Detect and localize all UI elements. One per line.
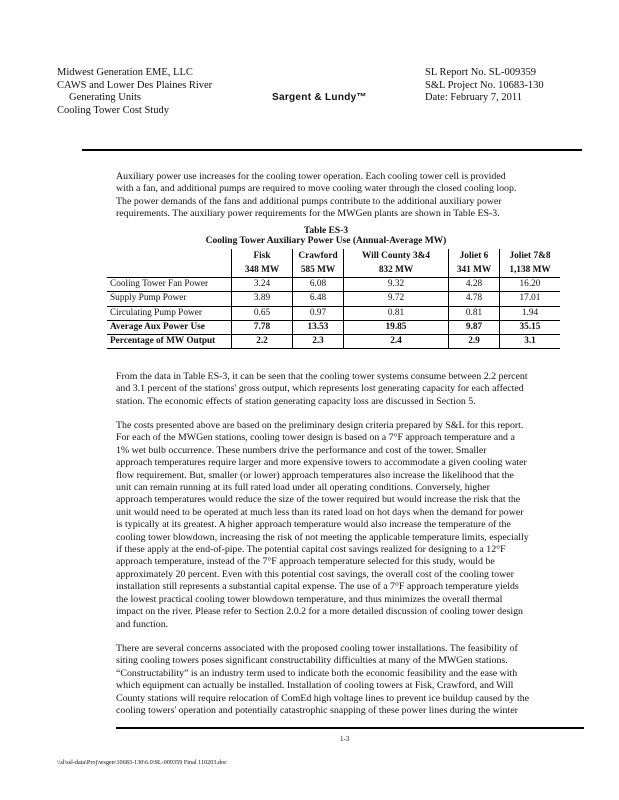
table-cell: 16.20: [500, 278, 561, 292]
text-line: the lowest practical cooling tower blowdown temperature, and thus minimizes the overall thermal: [116, 593, 503, 605]
table-cell: 9.87: [449, 320, 500, 334]
project-number: S&L Project No. 10683-130: [425, 79, 544, 91]
header-company: Midwest Generation EME, LLC: [57, 67, 193, 78]
text-line: approach temperature, instead of the 7°F approach temperature selected for this study, would be: [116, 556, 495, 568]
column-header: Joliet 7&8: [500, 249, 561, 263]
text-line: siting cooling towers poses significant constructability difficulties at many of the MWGen stations.: [116, 655, 508, 667]
column-capacity: 1,138 MW: [500, 263, 561, 278]
text-line: with a fan, and additional pumps are required to move cooling water through the closed cooling loop.: [116, 183, 517, 195]
text-line: flow requirement. But, smaller (or lower) approach temperatures also increase the likelihood that the: [116, 469, 514, 481]
text-line: The power demands of the fans and additional pumps contribute to the additional auxiliary power: [116, 195, 502, 207]
table-cell: 2.2: [232, 335, 293, 349]
text-line: From the data in Table ES-3, it can be seen that the cooling tower systems consume between 2.2 percent: [116, 371, 528, 382]
file-path: \\sl\ssl-data\Proj\wsgen\10683-130\6.0\SL-009359 Final 110203.doc: [57, 759, 227, 766]
text-line: Auxiliary power use increases for the cooling tower operation. Each cooling tower cell is provided: [116, 171, 506, 182]
paragraph-aux-power: [116, 171, 586, 221]
text-line: is typically at its greatest. A higher approach temperature would also increase the temperature of the: [116, 519, 511, 531]
table-cell: 2.4: [344, 335, 449, 349]
text-line: impact on the river. Please refer to Section 2.0.2 for a more detailed discussion of cooling tower design: [116, 606, 523, 618]
table-row: [107, 292, 560, 306]
row-label: Average Aux Power Use: [107, 320, 232, 334]
text-line: cooling towers' operation and potentially catastrophic snapping of these power lines during the winter: [116, 705, 518, 717]
table-cell: 0.65: [232, 306, 293, 320]
aux-power-table: [107, 249, 560, 349]
page-number: 1-3: [340, 735, 350, 743]
company-logo: Sargent & Lundy™: [272, 92, 367, 103]
header-left: [57, 67, 212, 117]
text-line: installation still represents a substantial capital expense. The use of a 7°F approach temperature yields: [116, 581, 519, 593]
table-title: Cooling Tower Auxiliary Power Use (Annual-Average MW): [205, 236, 447, 246]
table-cell: 3.24: [232, 278, 293, 292]
header-right: [425, 67, 544, 105]
table-cell: 0.81: [449, 306, 500, 320]
paragraph-capacity-loss: [116, 371, 586, 408]
footer-rule: [116, 727, 584, 729]
row-label: Percentage of MW Output: [107, 335, 232, 349]
text-line: which equipment can actually be installed. Installation of cooling towers at Fisk, Crawford, and Will: [116, 680, 514, 692]
table-cell: 35.15: [500, 320, 561, 334]
table-row: [107, 278, 560, 292]
table-number: Table ES-3: [303, 226, 349, 236]
table-cell: 2.3: [293, 335, 344, 349]
table-cell: 1.94: [500, 306, 561, 320]
table-cell: 4.78: [449, 292, 500, 306]
text-line: requirements. The auxiliary power requirements for the MWGen plants are shown in Table ES-3.: [116, 208, 500, 220]
text-line: if these apply at the end-of-pipe. The potential capital cost savings realized for designing to a 12°F: [116, 544, 506, 556]
report-number: SL Report No. SL-009359: [425, 67, 537, 78]
text-line: The costs presented above are based on the preliminary design criteria prepared by S&L for this report.: [116, 420, 524, 431]
row-label: Cooling Tower Fan Power: [107, 278, 232, 292]
column-header: Crawford: [293, 249, 344, 263]
text-line: For each of the MWGen stations, cooling tower design is based on a 7°F approach temperature and a: [116, 432, 515, 444]
row-label: Supply Pump Power: [107, 292, 232, 306]
table-cell: 0.97: [293, 306, 344, 320]
table-row: [107, 306, 560, 320]
table-cell: 6.48: [293, 292, 344, 306]
text-line: unit can remain running at its full rated load under all operating conditions. Conversely, higher: [116, 482, 490, 494]
table-cell: 4.28: [449, 278, 500, 292]
table-cell: 0.81: [344, 306, 449, 320]
table-cell: 13.53: [293, 320, 344, 334]
text-line: 1% wet bulb occurrence. These numbers drive the performance and cost of the tower. Smaller: [116, 444, 487, 456]
column-capacity: 585 MW: [293, 263, 344, 278]
column-capacity: 348 MW: [232, 263, 293, 278]
table-cell: 17.01: [500, 292, 561, 306]
text-line: approximately 20 percent. Even with this potential cost savings, the overall cost of the cooling tower: [116, 568, 514, 580]
text-line: approach temperatures would reduce the size of the tower required but would increase the risk that the: [116, 494, 521, 506]
table-cell: 7.78: [232, 320, 293, 334]
column-header: Joliet 6: [449, 249, 500, 263]
table-cell: 9.72: [344, 292, 449, 306]
header-project: CAWS and Lower Des Plaines River: [57, 79, 213, 91]
column-capacity: 832 MW: [344, 263, 449, 278]
report-date: Date: February 7, 2011: [425, 92, 523, 103]
text-line: “Constructability” is an industry term used to indicate both the economic feasibility and the ease with: [116, 667, 518, 679]
row-label: Circulating Pump Power: [107, 306, 232, 320]
column-capacity: 341 MW: [449, 263, 500, 278]
column-header: Fisk: [232, 249, 293, 263]
table-cell: 9.32: [344, 278, 449, 292]
text-line: station. The economic effects of station generating capacity loss are discussed in Section 5.: [116, 395, 476, 407]
column-header: Will County 3&4: [344, 249, 449, 263]
paragraph-constructability: [116, 643, 586, 717]
table-cell: 3.89: [232, 292, 293, 306]
paragraph-design-criteria: [116, 420, 586, 631]
text-line: and 3.1 percent of the stations' gross output, which represents lost generating capacity for each affected: [116, 383, 524, 395]
header-project-cont: Generating Units: [69, 92, 142, 103]
table-cell: 3.1: [500, 335, 561, 349]
text-line: and function.: [116, 618, 169, 630]
header-rule: [82, 149, 582, 151]
text-line: unit would need to be operated at much less than its rated load on hot days when the demand for power: [116, 506, 524, 518]
table-cell: 6.08: [293, 278, 344, 292]
table-cell: 19.85: [344, 320, 449, 334]
table-cell: 2.9: [449, 335, 500, 349]
text-line: cooling tower blowdown, increasing the risk of not meeting the applicable temperature limits, especially: [116, 531, 529, 543]
header-study: Cooling Tower Cost Study: [57, 104, 169, 116]
text-line: County stations will require relocation of ComEd high voltage lines to prevent ice buildup caused by the: [116, 692, 530, 704]
table-row: [107, 320, 560, 334]
table-bottom-border: [107, 349, 560, 350]
table-row: [107, 335, 560, 349]
text-line: There are several concerns associated with the proposed cooling tower installations. The feasibility of: [116, 643, 518, 654]
text-line: approach temperatures require larger and more expensive towers to accommodate a given cooling water: [116, 457, 527, 469]
